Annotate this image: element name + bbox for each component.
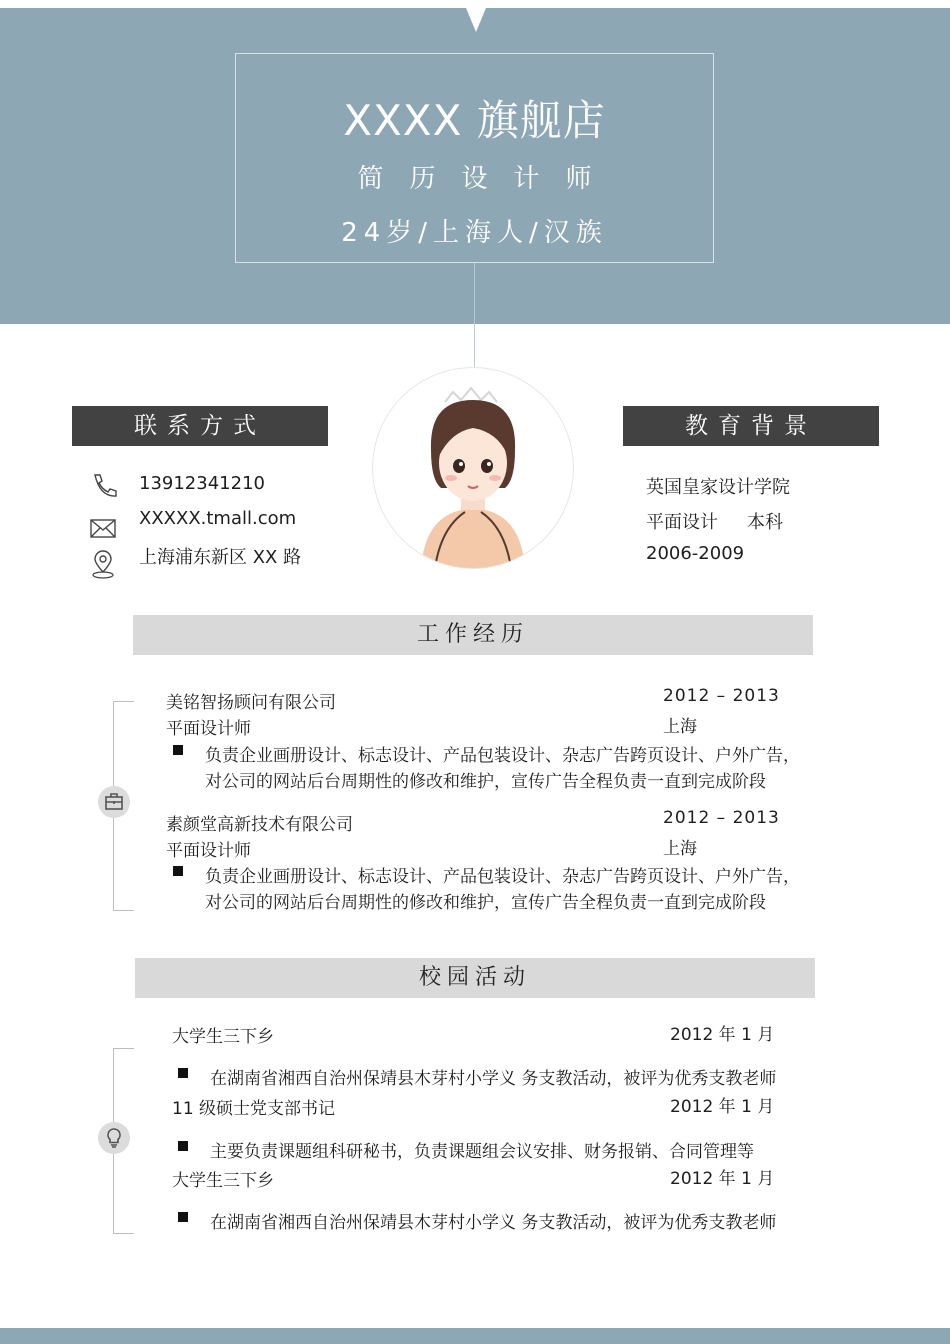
activity-description: 主要负责课题组科研秘书，负责课题组会议安排、财务报销、合同管理等 (210, 1142, 754, 1162)
education-heading: 教育背景 (623, 406, 879, 446)
company-name: 素颜堂高新技术有限公司 (166, 815, 353, 835)
phone-icon (88, 471, 118, 501)
job-description: 负责企业画册设计、标志设计、产品包装设计、杂志广告跨页设计、户外广告， (205, 746, 800, 766)
study-period: 2006-2009 (646, 543, 745, 564)
major: 平面设计 (646, 512, 718, 533)
bullet (173, 745, 183, 755)
job-position: 平面设计师 (166, 719, 251, 739)
job-location: 上海 (663, 717, 697, 737)
campus-heading: 校园活动 (135, 958, 815, 998)
avatar (372, 367, 574, 569)
avatar-illustration (373, 368, 573, 568)
job-description: 负责企业画册设计、标志设计、产品包装设计、杂志广告跨页设计、户外广告， (205, 867, 800, 887)
lightbulb-icon (98, 1122, 130, 1154)
phone-number: 13912341210 (139, 473, 265, 494)
activity-title: 大学生三下乡 (172, 1027, 274, 1047)
footer-band (0, 1328, 950, 1344)
connector-line (474, 263, 475, 368)
job-title: 简历设计师 (357, 164, 618, 194)
bullet (178, 1141, 188, 1151)
job-location: 上海 (663, 839, 697, 859)
work-heading: 工作经历 (133, 615, 813, 655)
job-description: 对公司的网站后台周期性的修改和维护，宣传广告全程负责一直到完成阶段 (205, 893, 766, 913)
activity-description: 在湖南省湘西自治州保靖县木芽村小学义 务支教活动，被评为优秀支教老师 (210, 1213, 777, 1233)
activity-date: 2012 年 1 月 (670, 1097, 775, 1117)
job-description: 对公司的网站后台周期性的修改和维护，宣传广告全程负责一直到完成阶段 (205, 772, 766, 792)
company-name: 美铭智扬顾问有限公司 (166, 693, 336, 713)
bullet (178, 1212, 188, 1222)
personal-info: 24岁/上海人/汉族 (341, 218, 608, 248)
activity-date: 2012 年 1 月 (670, 1169, 775, 1189)
address: 上海浦东新区 XX 路 (139, 547, 302, 568)
degree: 本科 (747, 512, 783, 533)
activity-date: 2012 年 1 月 (670, 1025, 775, 1045)
activity-title: 大学生三下乡 (172, 1171, 274, 1191)
job-dates: 2012 – 2013 (663, 686, 780, 706)
email-address: XXXXX.tmall.com (139, 508, 297, 529)
activity-title: 11 级硕士党支部书记 (172, 1099, 336, 1119)
bullet (178, 1068, 188, 1078)
activity-description: 在湖南省湘西自治州保靖县木芽村小学义 务支教活动，被评为优秀支教老师 (210, 1069, 777, 1089)
location-icon (88, 550, 118, 580)
contact-heading: 联系方式 (72, 406, 328, 446)
bullet (173, 866, 183, 876)
job-position: 平面设计师 (166, 841, 251, 861)
mail-icon (88, 514, 118, 544)
school-name: 英国皇家设计学院 (646, 477, 790, 498)
job-dates: 2012 – 2013 (663, 808, 780, 828)
header-notch (466, 8, 486, 32)
resume-name: XXXX 旗舰店 (343, 96, 606, 145)
briefcase-icon (98, 786, 130, 818)
